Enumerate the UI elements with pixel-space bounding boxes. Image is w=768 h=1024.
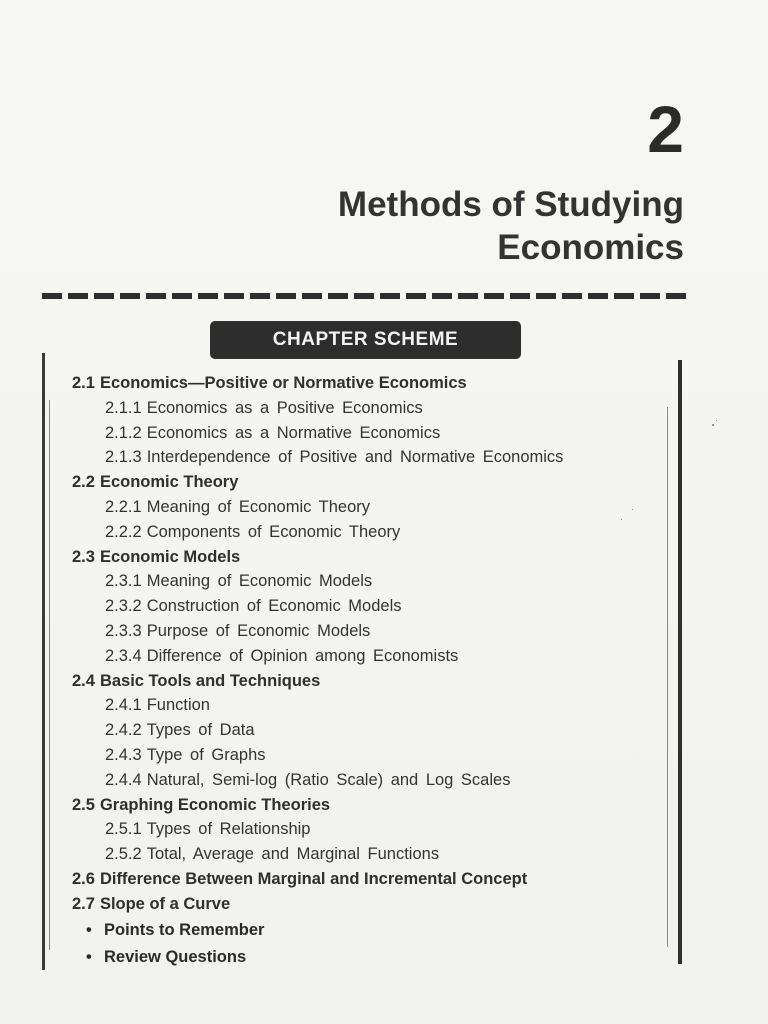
toc-number: 2.4 [72,671,95,690]
toc-subsection[interactable] [72,718,563,743]
toc-label: Economics—Positive or Normative Economics [99,374,467,392]
toc-subsection[interactable] [72,594,563,619]
toc-section[interactable] [72,470,563,495]
toc-label: Types of Data [146,721,255,740]
toc-bullet-item[interactable] [72,917,563,944]
toc-number: 2.5.2 [105,845,142,864]
toc-number: 2.1.1 [105,398,142,417]
toc-number: 2.2.2 [105,522,142,541]
toc-label: Natural, Semi-log (Ratio Scale) and Log Scales [146,770,511,789]
toc-number: 2.5.1 [105,820,142,839]
toc-number: 2.3.3 [105,621,142,640]
toc-label: Types of Relationship [146,820,311,839]
toc-number: 2.3.4 [105,646,142,665]
left-border-rule [42,353,45,970]
toc-number: 2.5 [72,795,95,814]
right-inner-rule [667,407,668,947]
toc-subsection[interactable] [72,495,563,520]
toc-number: 2.1 [72,374,95,392]
toc-subsection[interactable] [72,396,563,421]
toc-label: Graphing Economic Theories [99,795,331,814]
toc-label: Difference Between Marginal and Incremental Concept [99,869,528,888]
chapter-title-line-2: Economics [497,228,684,267]
toc-section[interactable] [72,867,563,892]
scan-speck [716,420,717,421]
toc-label: Purpose of Economic Models [146,621,371,640]
toc-number: 2.1.2 [105,423,142,442]
scan-speck [712,424,714,426]
toc-number: 2.2 [72,473,95,492]
toc-label: Construction of Economic Models [146,597,402,616]
chapter-number: 2 [647,92,684,166]
toc-number: 2.2.1 [105,497,142,516]
toc-subsection[interactable] [72,693,563,718]
toc-number: 2.4.2 [105,721,142,740]
chapter-title-line-1: Methods of Studying [337,185,684,224]
toc-number: 2.4.1 [105,696,142,715]
toc-label: Meaning of Economic Models [146,572,373,591]
toc-section[interactable] [72,545,563,570]
toc-label: Review Questions [104,947,247,966]
toc-subsection[interactable] [72,520,563,545]
toc-label: Economics as a Normative Economics [146,423,441,442]
dashed-divider [42,293,686,299]
toc-section[interactable] [72,892,563,917]
scan-speck [632,509,633,510]
toc-number: 2.3 [72,547,95,566]
toc-number: 2.4.4 [105,770,142,789]
toc-subsection[interactable] [72,842,563,867]
toc-number: 2.1.3 [105,448,142,467]
toc-label: Points to Remember [104,920,265,939]
chapter-scheme-badge: CHAPTER SCHEME [210,321,521,359]
bullet-icon: • [86,947,92,966]
scan-speck [621,519,622,520]
toc-label: Basic Tools and Techniques [99,671,321,690]
toc-label: Total, Average and Marginal Functions [146,845,440,864]
toc-subsection[interactable] [72,445,563,470]
toc-label: Economic Models [99,547,241,566]
right-border-rule [678,360,682,964]
toc-subsection[interactable] [72,421,563,446]
toc-label: Economic Theory [99,473,239,492]
toc-section[interactable] [72,793,563,818]
toc-number: 2.7 [72,894,95,913]
toc-label: Interdependence of Positive and Normative Economics [146,448,564,467]
toc-number: 2.4.3 [105,745,142,764]
toc-subsection[interactable] [72,619,563,644]
toc-subsection[interactable] [72,768,563,793]
toc-label: Difference of Opinion among Economists [146,646,459,665]
toc-number: 2.6 [72,869,95,888]
toc-label: Type of Graphs [146,745,266,764]
toc-number: 2.3.2 [105,597,142,616]
toc-number: 2.3.1 [105,572,142,591]
left-inner-rule [49,400,50,950]
table-of-contents [72,371,563,971]
toc-label: Slope of a Curve [99,894,231,913]
toc-section[interactable] [72,371,563,396]
bullet-icon: • [86,920,92,939]
toc-subsection[interactable] [72,817,563,842]
toc-subsection[interactable] [72,644,563,669]
toc-subsection[interactable] [72,569,563,594]
toc-bullet-item[interactable] [72,944,563,971]
toc-section[interactable] [72,669,563,694]
toc-label: Meaning of Economic Theory [146,497,371,516]
chapter-title [184,183,684,269]
toc-label: Function [146,696,210,715]
toc-label: Economics as a Positive Economics [146,398,423,417]
toc-subsection[interactable] [72,743,563,768]
toc-label: Components of Economic Theory [146,522,401,541]
